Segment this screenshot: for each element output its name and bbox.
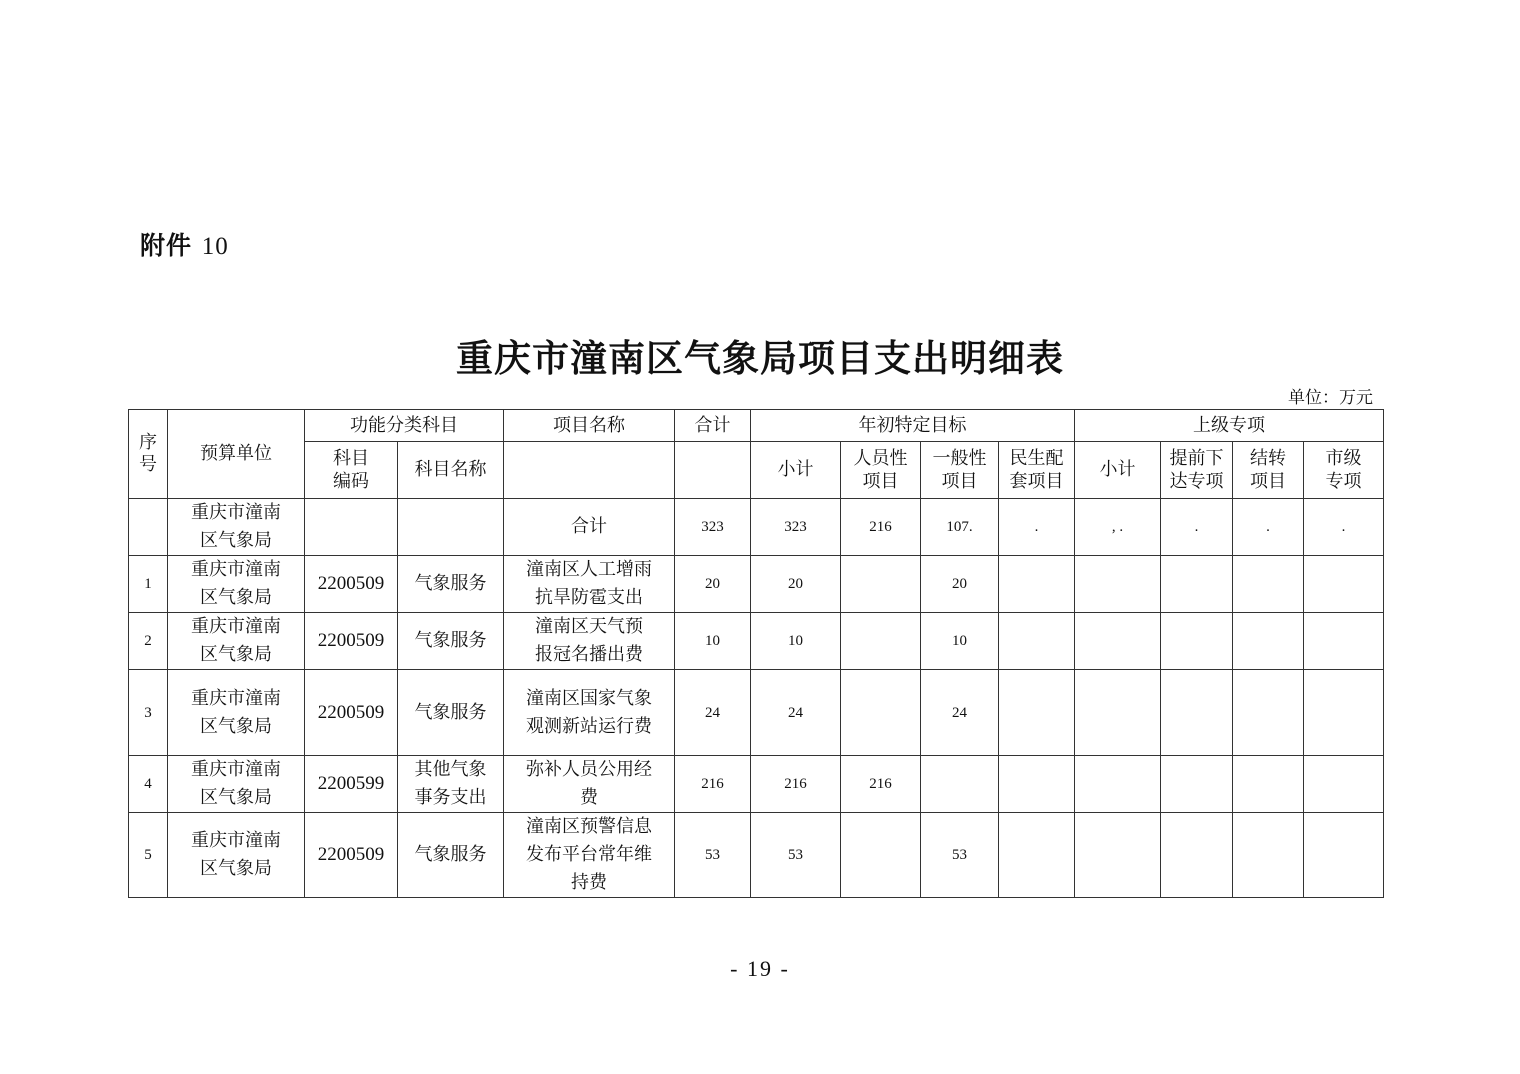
- table-row: [129, 670, 1384, 756]
- row-seq: 1: [129, 556, 168, 613]
- header-city: 市级专项: [1304, 442, 1384, 499]
- row-carryover: [1233, 556, 1304, 613]
- row-unit: 重庆市潼南区气象局: [168, 556, 305, 613]
- row-livelihood: [999, 813, 1075, 898]
- row-subtotal-a: 24: [751, 670, 841, 756]
- attachment-prefix: 附件: [140, 231, 193, 260]
- row-subject: 气象服务: [398, 670, 504, 756]
- row-subtotal-a: 20: [751, 556, 841, 613]
- table-row: [129, 613, 1384, 670]
- header-seq: 序号: [129, 410, 168, 499]
- row-unit: 重庆市潼南区气象局: [168, 670, 305, 756]
- row-general: 10: [921, 613, 999, 670]
- total-unit: 重庆市潼南区气象局: [168, 499, 305, 556]
- header-carryover: 结转项目: [1233, 442, 1304, 499]
- row-subject: 气象服务: [398, 813, 504, 898]
- row-livelihood: [999, 756, 1075, 813]
- row-project: 潼南区预警信息发布平台常年维持费: [504, 813, 675, 898]
- row-city: [1304, 556, 1384, 613]
- row-subject: 气象服务: [398, 556, 504, 613]
- total-city: .: [1304, 499, 1384, 556]
- row-total: 20: [675, 556, 751, 613]
- row-city: [1304, 670, 1384, 756]
- header-general: 一般性项目: [921, 442, 999, 499]
- total-subject: [398, 499, 504, 556]
- table-row: [129, 556, 1384, 613]
- row-city: [1304, 613, 1384, 670]
- row-general: [921, 756, 999, 813]
- total-seq: [129, 499, 168, 556]
- row-livelihood: [999, 556, 1075, 613]
- header-row-2: [129, 442, 1384, 499]
- row-carryover: [1233, 613, 1304, 670]
- row-subtotal-a: 216: [751, 756, 841, 813]
- row-subtotal-b: [1075, 670, 1161, 756]
- row-carryover: [1233, 813, 1304, 898]
- header-subject-code: 科目编码: [305, 442, 398, 499]
- row-project: 潼南区人工增雨抗旱防雹支出: [504, 556, 675, 613]
- row-city: [1304, 813, 1384, 898]
- row-seq: 5: [129, 813, 168, 898]
- header-total: 合计: [675, 410, 751, 442]
- row-subtotal-a: 10: [751, 613, 841, 670]
- total-livelihood: .: [999, 499, 1075, 556]
- header-subtotal-b: 小计: [1075, 442, 1161, 499]
- row-code: 2200509: [305, 556, 398, 613]
- header-total-blank: [675, 442, 751, 499]
- header-function-class: 功能分类科目: [305, 410, 504, 442]
- unit-label: 单位：万元: [1288, 388, 1373, 408]
- row-carryover: [1233, 670, 1304, 756]
- header-personnel: 人员性项目: [841, 442, 921, 499]
- row-advance: [1161, 813, 1233, 898]
- attachment-number: 10: [201, 233, 229, 260]
- row-code: 2200509: [305, 670, 398, 756]
- row-seq: 4: [129, 756, 168, 813]
- row-project: 潼南区天气预报冠名播出费: [504, 613, 675, 670]
- row-livelihood: [999, 613, 1075, 670]
- row-seq: 2: [129, 613, 168, 670]
- row-advance: [1161, 556, 1233, 613]
- header-budget-unit: 预算单位: [168, 410, 305, 499]
- row-subtotal-b: [1075, 556, 1161, 613]
- total-subtotal-a: 323: [751, 499, 841, 556]
- header-subject-name: 科目名称: [398, 442, 504, 499]
- total-personnel: 216: [841, 499, 921, 556]
- row-personnel: [841, 813, 921, 898]
- total-general: 107.: [921, 499, 999, 556]
- page-number: - 19 -: [730, 956, 790, 981]
- row-personnel: 216: [841, 756, 921, 813]
- row-advance: [1161, 613, 1233, 670]
- row-subtotal-b: [1075, 756, 1161, 813]
- row-subtotal-a: 53: [751, 813, 841, 898]
- row-code: 2200599: [305, 756, 398, 813]
- row-code: 2200509: [305, 813, 398, 898]
- row-city: [1304, 756, 1384, 813]
- total-total: 323: [675, 499, 751, 556]
- row-project: 弥补人员公用经费: [504, 756, 675, 813]
- row-personnel: [841, 613, 921, 670]
- row-general: 20: [921, 556, 999, 613]
- table-row: [129, 756, 1384, 813]
- row-total: 53: [675, 813, 751, 898]
- total-subtotal-b: , .: [1075, 499, 1161, 556]
- row-subtotal-b: [1075, 613, 1161, 670]
- row-subject: 其他气象事务支出: [398, 756, 504, 813]
- row-personnel: [841, 670, 921, 756]
- total-row: [129, 499, 1384, 556]
- row-general: 53: [921, 813, 999, 898]
- row-unit: 重庆市潼南区气象局: [168, 756, 305, 813]
- row-advance: [1161, 756, 1233, 813]
- row-personnel: [841, 556, 921, 613]
- row-livelihood: [999, 670, 1075, 756]
- row-seq: 3: [129, 670, 168, 756]
- row-advance: [1161, 670, 1233, 756]
- header-advance: 提前下达专项: [1161, 442, 1233, 499]
- total-label: 合计: [504, 499, 675, 556]
- header-row-1: [129, 410, 1384, 442]
- header-annual-target: 年初特定目标: [751, 410, 1075, 442]
- row-total: 24: [675, 670, 751, 756]
- total-code: [305, 499, 398, 556]
- header-project-name-blank: [504, 442, 675, 499]
- table-row: [129, 813, 1384, 898]
- row-subject: 气象服务: [398, 613, 504, 670]
- header-superior-special: 上级专项: [1075, 410, 1384, 442]
- total-advance: .: [1161, 499, 1233, 556]
- row-subtotal-b: [1075, 813, 1161, 898]
- row-total: 216: [675, 756, 751, 813]
- row-carryover: [1233, 756, 1304, 813]
- row-project: 潼南区国家气象观测新站运行费: [504, 670, 675, 756]
- header-subtotal-a: 小计: [751, 442, 841, 499]
- row-general: 24: [921, 670, 999, 756]
- attachment-label: [140, 226, 229, 262]
- row-unit: 重庆市潼南区气象局: [168, 613, 305, 670]
- project-expenditure-table: [128, 409, 1384, 898]
- header-livelihood: 民生配套项目: [999, 442, 1075, 499]
- header-project-name: 项目名称: [504, 410, 675, 442]
- row-code: 2200509: [305, 613, 398, 670]
- row-unit: 重庆市潼南区气象局: [168, 813, 305, 898]
- document-title: 重庆市潼南区气象局项目支出明细表: [456, 336, 1064, 380]
- row-total: 10: [675, 613, 751, 670]
- total-carryover: .: [1233, 499, 1304, 556]
